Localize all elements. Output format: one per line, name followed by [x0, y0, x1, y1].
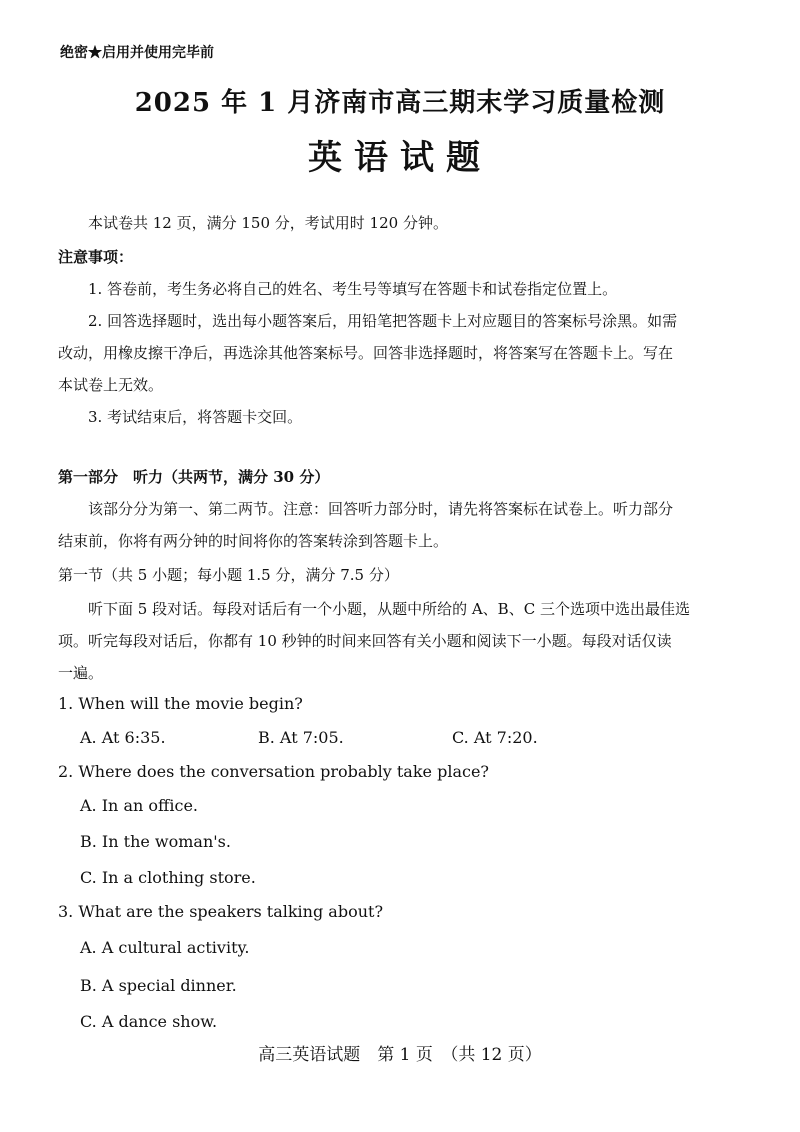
question-3-option-c: C. A dance show.	[80, 1012, 218, 1031]
notice-item-2-line-3: 本试卷上无效。	[58, 376, 164, 394]
subject-title: 英语试题	[308, 138, 492, 178]
question-2-option-b: B. In the woman's.	[80, 832, 231, 851]
question-1-option-b: B. At 7:05.	[258, 728, 344, 747]
question-1-option-c: C. At 7:20.	[452, 728, 538, 747]
notice-item-2-line-1: 2. 回答选择题时，选出每小题答案后，用铅笔把答题卡上对应题目的答案标号涂黑。如需	[88, 312, 678, 330]
question-2-option-a: A. In an office.	[80, 796, 198, 815]
confidential-label: 绝密★启用并使用完毕前	[60, 45, 214, 61]
question-3-option-a: A. A cultural activity.	[80, 938, 250, 957]
part1-desc-line-1: 该部分分为第一、第二两节。注意：回答听力部分时，请先将答案标在试卷上。听力部分	[88, 500, 674, 518]
notice-item-2-line-2: 改动，用橡皮擦干净后，再选涂其他答案标号。回答非选择题时，将答案写在答题卡上。写在	[58, 344, 674, 362]
question-1-option-a: A. At 6:35.	[80, 728, 166, 747]
exam-overview: 本试卷共 12 页，满分 150 分，考试用时 120 分钟。	[88, 214, 448, 232]
notice-heading: 注意事项：	[58, 248, 134, 266]
section1-instruction-line-1: 听下面 5 段对话。每段对话后有一个小题，从题中所给的 A、B、C 三个选项中选出最佳选	[88, 600, 690, 618]
question-2-option-c: C. In a clothing store.	[80, 868, 256, 887]
section1-instruction-line-3: 一遍。	[58, 664, 104, 682]
question-3-option-b: B. A special dinner.	[80, 976, 237, 995]
question-3-stem: 3. What are the speakers talking about?	[58, 902, 384, 921]
part1-heading: 第一部分 听力（共两节，满分 30 分）	[58, 468, 330, 486]
notice-item-3: 3. 考试结束后，将答题卡交回。	[88, 408, 303, 426]
page-footer: 高三英语试题 第 1 页 （共 12 页）	[258, 1045, 542, 1065]
section1-instruction-line-2: 项。听完每段对话后，你都有 10 秒钟的时间来回答有关小题和阅读下一小题。每段对话仅读	[58, 632, 672, 650]
exam-title: 2025 年 1 月济南市高三期末学习质量检测	[134, 88, 666, 118]
notice-item-1: 1. 答卷前，考生务必将自己的姓名、考生号等填写在答题卡和试卷指定位置上。	[88, 280, 618, 298]
question-2-stem: 2. Where does the conversation probably take place?	[58, 762, 489, 781]
question-1-stem: 1. When will the movie begin?	[58, 694, 303, 713]
section1-heading: 第一节（共 5 小题；每小题 1.5 分，满分 7.5 分）	[58, 566, 399, 584]
part1-desc-line-2: 结束前，你将有两分钟的时间将你的答案转涂到答题卡上。	[58, 532, 449, 550]
